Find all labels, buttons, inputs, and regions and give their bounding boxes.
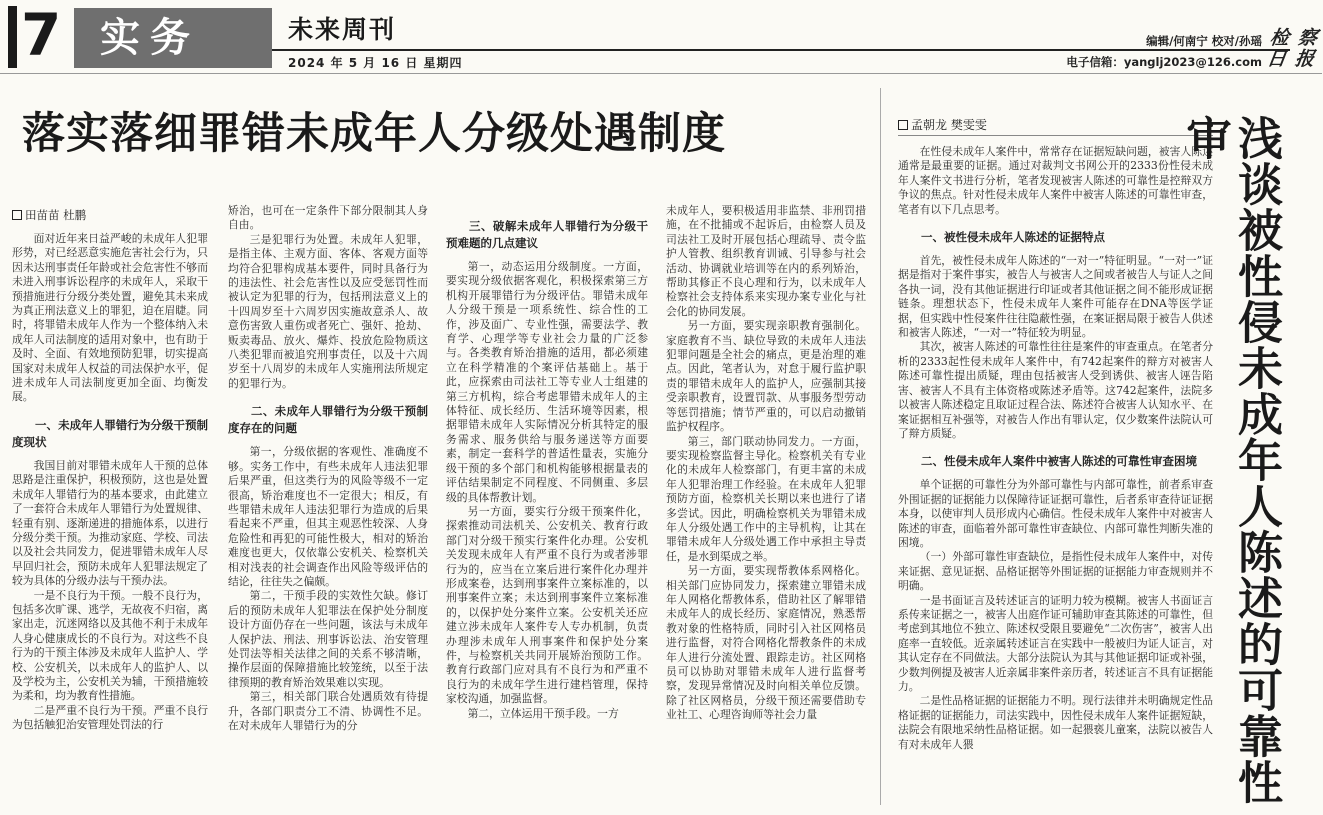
section-heading: 二、未成年人罪错行为分级干预制度存在的问题 [228, 404, 428, 436]
body-paragraph: 二是严重不良行为干预。严重不良行为包括触犯治安管理处罚法的行 [12, 703, 208, 732]
body-paragraph: 未成年人，要积极适用非监禁、非刑罚措施，在不批捕或不起诉后，由检察人员及司法社工及时开展包括心理疏导、责令监护人管教、组织教育训诫、引导参与社会活动、协调就业培训等在内的系列矫治，帮助其修正不良心理和行为，以未成年人检察社会支持体系来实现办案专业化与社会化的协同发展。 [666, 204, 866, 318]
article1-column-2 [228, 204, 428, 805]
section-heading: 一、被性侵未成年人陈述的证据特点 [921, 230, 1105, 245]
seal-char: 报 [1293, 48, 1316, 70]
body-paragraph: 首先，被性侵未成年人陈述的“一对一”特征明显。“一对一”证据是指对于案件事实，被告人与被害人之间或者被告人与证人之间各执一词，没有其他证据进行印证或者其他证据之间不能形成证据链条。理想状态下，性侵未成年人案件可能存在DNA等医学证据，但实践中性侵案件往往隐蔽性强，在案证据局限于被告人供述和被害人陈述，“一对一”特征较为明显。 [898, 254, 1213, 340]
article2-byline-rule [898, 135, 1213, 136]
article1-column-4 [666, 204, 866, 805]
body-paragraph: 第三，相关部门联合处遇质效有待提升，各部门职责分工不清、协调性不足。在对未成年人罪错行为的分 [228, 690, 428, 732]
seal-char: 检 [1268, 27, 1291, 49]
body-paragraph: 另一方面，要实行分级干预案件化，探索推动司法机关、公安机关、教育行政部门对分级干预实行案件化办理。公安机关发现未成年人有严重不良行为或者涉罪行为的，应当在立案后进行案件化办理并形成案卷，达到刑事案件立案标准的，以刑事案件立案；未达到刑事案件立案标准的，以保护处分案件立案。公安机关还应建立涉未成年人案件专人专办机制，负责办理涉未成年人刑事案件和保护处分案件，与检察机关共同开展矫治预防工作。教育行政部门应对具有不良行为和严重不良行为的未成年学生进行建档管理，保持家校沟通，加强监督。 [446, 504, 648, 706]
seal-char: 察 [1296, 27, 1319, 49]
header-bottom-rule [0, 73, 1322, 74]
article-divider [880, 88, 881, 805]
article1-column-1 [12, 232, 208, 805]
byline-box-icon [898, 120, 908, 130]
body-paragraph: 其次，被害人陈述的可靠性往往是案件的审查重点。在笔者分析的2333起性侵未成年人案件中，有742起案件的辩方对被害人陈述可靠性提出质疑，理由包括被害人受到诱供、被害人诬告陷害、被害人不具有主体资格或陈述矛盾等。这742起案件，法院多以被害人陈述稳定且取证过程合法、陈述符合被害人认知水平、在案证据相互补强等，对被告人作出有罪认定，仅少数案件法院认可了辩方质疑。 [898, 340, 1213, 440]
article1-byline [12, 207, 86, 223]
page-number: 7 [21, 1, 62, 69]
paper-name: 未来周刊 [288, 15, 397, 44]
article1-headline: 落实落细罪错未成年人分级处遇制度 [22, 109, 726, 159]
body-paragraph: 一是书面证言及转述证言的证明力较为模糊。被害人书面证言系传来证据之一，被害人出庭作证可辅助审查其陈述的可靠性，但考虑到其地位不独立、陈述权受限且要避免“二次伤害”，被害人出庭率一直较低。近亲属转述证言在实践中一般被归为证人证言，对其认定存在不同做法。大部分法院认为其与其他证据印证或补强，少数判例提及被害人近亲属非案件亲历者，转述证言不具有证据能力。 [898, 593, 1213, 693]
body-paragraph: 在性侵未成年人案件中，常常存在证据短缺问题，被害人陈述通常是最重要的证据。通过对裁判文书网公开的2333份性侵未成年人案件文书进行分析，笔者发现被害人陈述的可靠性是控辩双方争议的焦点。针对性侵未成年人案件中被害人陈述的可靠性审查，笔者有以下几点思考。 [898, 145, 1213, 216]
page-number-block [8, 1, 70, 69]
body-paragraph: 矫治，也可在一定条件下部分限制其人身自由。 [228, 204, 428, 232]
byline-box-icon [12, 210, 22, 220]
editor-credit: 编辑/何南宁 校对/孙瑶 [1146, 34, 1262, 48]
article2-headline: 浅谈被性侵未成年人陈述的可靠性审 [1178, 115, 1283, 805]
section-heading: 二、性侵未成年人案件中被害人陈述的可靠性审查困境 [921, 454, 1197, 469]
section-title: 实务 [100, 15, 200, 61]
header-rule [272, 49, 1290, 51]
body-paragraph: （一）外部可靠性审查缺位，是指性侵未成年人案件中，对传来证据、意见证据、品格证据等外围证据的证据能力审查规则并不明确。 [898, 550, 1213, 593]
section-heading: 三、破解未成年人罪错行为分级干预难题的几点建议 [446, 219, 648, 250]
article2-body [898, 145, 1213, 805]
section-heading: 一、未成年人罪错行为分级干预制度现状 [12, 417, 208, 449]
newspaper-seal-logo [1261, 28, 1323, 70]
body-paragraph: 第一，分级依据的客观性、准确度不够。实务工作中，有些未成年人违法犯罪后果严重，但这类行为的风险等级不一定很高，矫治难度也不一定很大；相反，有些罪错未成年人违法犯罪行为造成的后果看起来不严重，但其主观恶性较深、人身危险性和再犯的可能性极大，相对的矫治难度也更大，仅依靠公安机关、检察机关相对浅表的社会调查作出风险等级评估的结论，往往失之偏颇。 [228, 445, 428, 588]
body-paragraph: 单个证据的可靠性分为外部可靠性与内部可靠性，前者系审查外围证据的证据能力以保障待证证据可靠性，后者系审查待证证据本身，以使审判人员形成内心确信。性侵未成年人案件中对被害人陈述的审查，面临着外部可靠性审查缺位、内部可靠性判断失准的困境。 [898, 478, 1213, 549]
body-paragraph: 三是犯罪行为处置。未成年人犯罪，是指主体、主观方面、客体、客观方面等均符合犯罪构成基本要件，同时具备行为的违法性、社会危害性以及应受惩罚性而被认定为犯罪的行为，包括刑法意义上的十四周岁至十六周岁因实施故意杀人、故意伤害致人重伤或者死亡、强奸、抢劫、贩卖毒品、放火、爆炸、投放危险物质这八类犯罪而被追究刑事责任，以及十六周岁至十八周岁的未成年人实施刑法所规定的犯罪行为。 [228, 232, 428, 390]
body-paragraph: 第三，部门联动协同发力。一方面，要实现检察监督主导化。检察机关有专业化的未成年人检察部门，有更丰富的未成年人犯罪治理工作经验。在未成年人犯罪预防方面，检察机关长期以来也进行了诸多尝试。因此，明确检察机关为罪错未成年人分级处遇工作中的主导机构，让其在罪错未成年人分级处遇工作中承担主导责任，是水到渠成之举。 [666, 434, 866, 563]
issue-date: 2024 年 5 月 16 日 星期四 [288, 56, 463, 70]
section-banner [74, 8, 272, 68]
editor-email: 电子信箱：yanglj2023@126.com [1066, 55, 1262, 69]
body-paragraph: 第二，立体运用干预手段。一方 [467, 706, 619, 720]
article2-authors: 孟朝龙 樊雯雯 [911, 118, 987, 132]
body-paragraph: 第二，干预手段的实效性欠缺。修订后的预防未成年人犯罪法在保护处分制度设计方面仍存在一些问题，该法与未成年人保护法、刑法、刑事诉讼法、治安管理处罚法等相关法律之间的关系不够清晰，操作层面的保障措施比较笼统，以至于法律预期的教育矫治效果难以实现。 [228, 589, 428, 689]
seal-char: 日 [1265, 48, 1288, 70]
body-paragraph: 我国目前对罪错未成年人干预的总体思路是注重保护，积极预防，这也是处置未成年人罪错行为的基本要求，由此建立了一套符合未成年人罪错行为处置规律、轻重有别、逐渐递进的措施体系，以进行分级分类干预。为推动家庭、学校、司法以及社会共同发力，促进罪错未成年人尽早回归社会，预防未成年人犯罪法规定了较为具体的分级办法与干预办法。 [12, 458, 208, 588]
body-paragraph: 第一，动态运用分级制度。一方面，要实现分级依据客观化，积极探索第三方机构开展罪错行为分级评估。罪错未成年人分级干预是一项系统性、综合性的工作，涉及面广、专业性强，需要法学、教育学、心理学等专业社会力量的广泛参与。各类教育矫治措施的适用，都必须建立在科学精准的个案评估基础上。基于此，应探索由司法社工等专业人士组建的第三方机构，综合考虑罪错未成年人的主体特征、成长经历、生活环境等因素，根据罪错未成年人实际情况分析其特定的服务需求、服务供给与服务递送等方面要素，制定一套科学的普适性量表，实施分级干预的多个部门和机构能够根据量表的评估结果制定不同程度、不同侧重、多层级的具体帮教计划。 [446, 260, 648, 504]
article2-byline [898, 117, 987, 133]
body-paragraph: 面对近年来日益严峻的未成年人犯罪形势，对已经恶意实施危害社会行为，只因未达刑事责任年龄或社会危害性不够而未进入刑事诉讼程序的未成年人，采取干预措施进行分级分类处置，避免其未来成为真正刑法意义上的罪犯，迫在眉睫。同时，将罪错未成年人作为一个整体纳入未成年人司法制度的适用对象中，也有助于及时、全面、有效地预防犯罪，切实提高国家对未成年人权益的司法保护水平，促进未成年人司法制度更加全面、均衡发展。 [12, 232, 208, 404]
article1-column-3 [446, 218, 648, 805]
article1-authors: 田苗苗 杜鹏 [25, 208, 87, 222]
body-paragraph: 另一方面，要实现帮教体系网格化。相关部门应协同发力，探索建立罪错未成年人网格化帮教体系，借助社区了解罪错未成年人的成长经历、家庭情况，熟悉帮教对象的性格特质，同时引入社区网格员进行监督，对符合网格化帮教条件的未成年人进行分流处置、跟踪走访。社区网格员可以协助对罪错未成年人进行监督考察，发现异常情况及时向相关单位反馈。除了社区网格员，分级干预还需要借助专业社工、心理咨询师等社会力量 [666, 564, 866, 722]
body-paragraph: 另一方面，要实现亲职教育强制化。家庭教育不当、缺位导致的未成年人违法犯罪问题是全社会的痛点，更是治理的难点。因此，笔者认为，对怠于履行监护职责的罪错未成年人的监护人，应强制其接受亲职教育，设置罚款、从事服务型劳动等惩罚措施；情节严重的，可以启动撤销监护权程序。 [666, 319, 866, 434]
body-paragraph: 一是不良行为干预。一般不良行为，包括多次旷课、逃学，无故夜不归宿，离家出走，沉迷网络以及其他不利于未成年人身心健康成长的不良行为。对这些不良行为的干预主体涉及未成年人监护人、学校、公安机关，以未成年人的监护人、以及学校为主，公安机关为辅，干预措施较为柔和，均为教育性措施。 [12, 588, 208, 703]
body-paragraph: 二是性品格证据的证据能力不明。现行法律并未明确规定性品格证据的证据能力，司法实践中，因性侵未成年人案件证据短缺，法院会有限地采纳性品格证据。如一起猥亵儿童案，法院以被告人有对未成年人猥 [898, 694, 1213, 751]
